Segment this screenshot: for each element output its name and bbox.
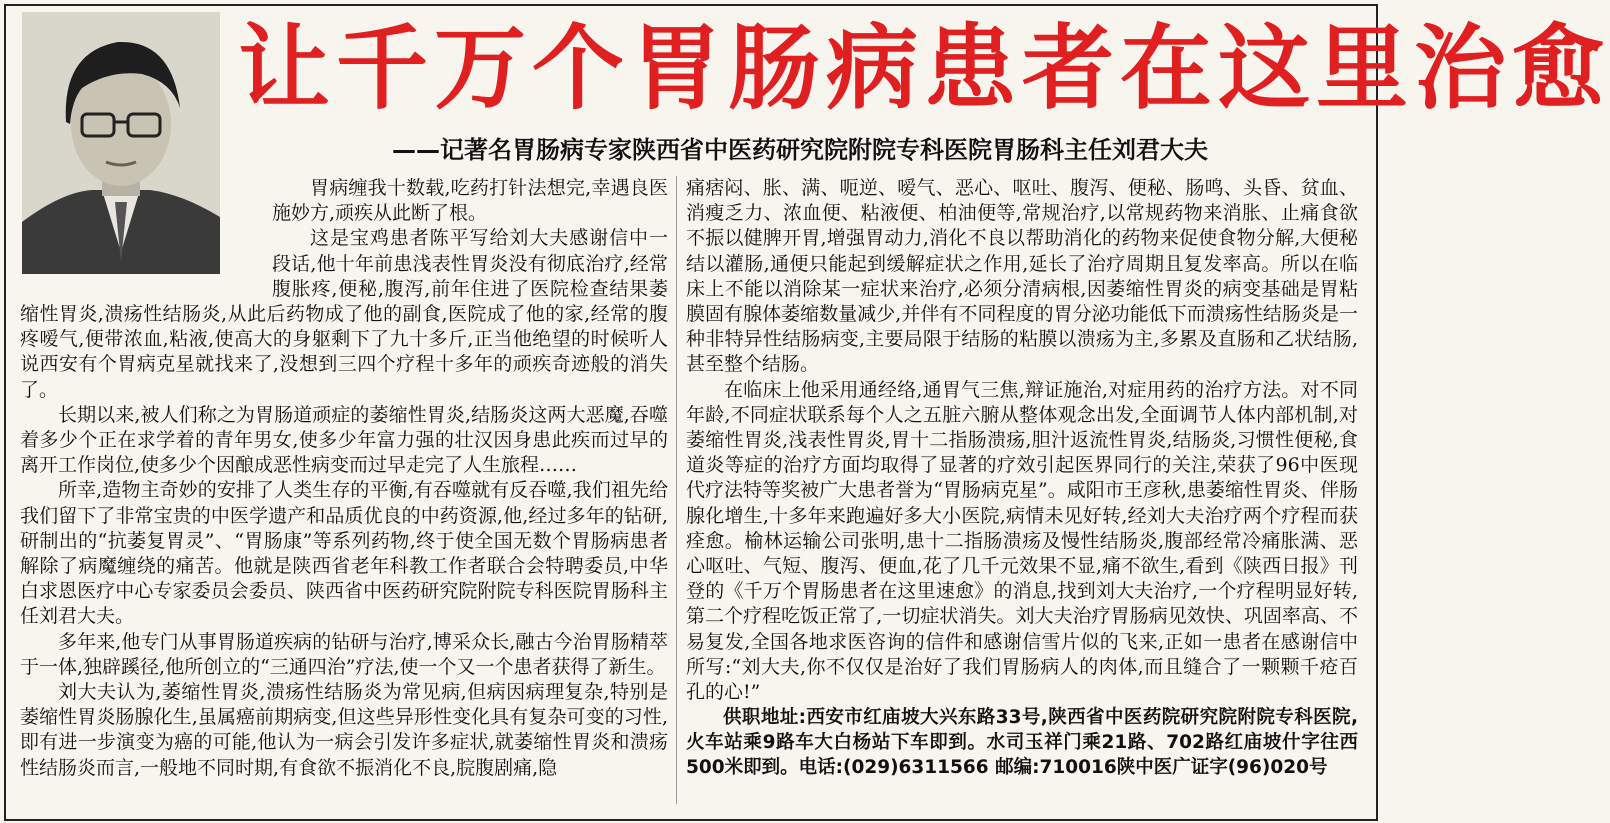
article-paragraph: 所幸,造物主奇妙的安排了人类生存的平衡,有吞噬就有反吞噬,我们祖先给我们留下了非常宝贵的中医学遗产和品质优良的中药资源,他,经过多年的钻研,研制出的“抗萎复胃灵”、“胃肠康”等系列药物,终于使全国无数个胃肠病患者解除了病魔缠绕的痛苦。他就是陕西省老年科教工作者联合会特聘委员,中华白求恩医疗中心专家委员会委员、陕西省中医药研究院附院专科医院胃肠科主任刘君大夫。: [20, 479, 668, 628]
article-paragraph: 这是宝鸡患者陈平写给刘大夫感谢信中一段话,他十年前患浅表性胃炎没有彻底治疗,经常腹胀疼,便秘,腹泻,前年住进了医院检查结果萎缩性胃炎,溃疡性结肠炎,从此后药物成了他的副食,医院成了他的家,经常的腹疼嗳气,便带浓血,粘液,使高大的身躯剩下了九十多斤,正当他绝望的时候听人说西安有个胃病克星就找来了,没想到三四个疗程十多年的顽疾奇迹般的消失了。: [20, 227, 668, 401]
article-right-column: [686, 176, 1358, 780]
article-paragraph: 胃病缠我十数载,吃药打针法想完,幸遇良医施妙方,顽疾从此断了根。: [272, 177, 668, 225]
article-paragraph: 刘大夫认为,萎缩性胃炎,溃疡性结肠炎为常见病,但病因病理复杂,特别是萎缩性胃炎肠腺化生,虽属癌前期病变,但这些异形性变化具有复杂可变的习性,即有进一步演变为癌的可能,他认为一病会引发许多症状,就萎缩性胃炎和溃疡性结肠炎而言,一般地不同时期,有食欲不振消化不良,脘腹剧痛,隐: [20, 681, 668, 779]
subheadline: ——记著名胃肠病专家陕西省中医药研究院附院专科医院胃肠科主任刘君大夫: [392, 136, 1208, 164]
column-divider: [676, 176, 677, 804]
article-paragraph: 痛痞闷、胀、满、呃逆、嗳气、恶心、呕吐、腹泻、便秘、肠鸣、头昏、贫血、消瘦乏力、浓血便、粘液便、柏油便等,常规治疗,以常规药物来消胀、止痛食欲不振以健脾开胃,增强胃动力,消化不良以帮助消化的药物来促使食物分解,大便秘结以灌肠,通便只能起到缓解症状之作用,延长了治疗周期且复发率高。所以在临床上不能以消除某一症状来治疗,必须分清病根,因萎缩性胃炎的病变基础是胃粘膜固有腺体萎缩数量减少,并伴有不同程度的胃分泌功能低下而溃疡性结肠炎是一种非特异性结肠病变,主要局限于结肠的粘膜以溃疡为主,多累及直肠和乙状结肠,甚至整个结肠。: [686, 177, 1358, 376]
article-left-column: [20, 176, 668, 781]
article-paragraph: 多年来,他专门从事胃肠道疾病的钻研与治疗,博采众长,融古今治胃肠精萃于一体,独辟蹊径,他所创立的“三通四治”疗法,使一个又一个患者获得了新生。: [20, 630, 668, 678]
article-paragraph: 在临床上他采用通经络,通胃气三焦,辩证施治,对症用药的治疗方法。对不同年龄,不同症状联系每个人之五脏六腑从整体观念出发,全面调节人体内部机制,对萎缩性胃炎,浅表性胃炎,胃十二指肠溃疡,胆汁返流性胃炎,结肠炎,习惯性便秘,食道炎等症的治疗方面均取得了显著的疗效引起医界同行的关注,荣获了96中医现代疗法特等奖被广大患者誉为“胃肠病克星”。咸阳市王彦秋,患萎缩性胃炎、伴肠腺化增生,十多年来跑遍好多大小医院,病情未见好转,经刘大夫治疗两个疗程而获痊愈。榆林运输公司张明,患十二指肠溃疡及慢性结肠炎,腹部经常冷痛胀满、恶心呕吐、气短、腹泻、便血,花了几千元效果不显,痛不欲生,看到《陕西日报》刊登的《千万个胃肠患者在这里速愈》的消息,找到刘大夫治疗,一个疗程明显好转,第二个疗程吃饭正常了,一切症状消失。刘大夫治疗胃肠病见效快、巩固率高、不易复发,全国各地求医咨询的信件和感谢信雪片似的飞来,正如一患者在感谢信中所写:“刘大夫,你不仅仅是治好了我们胃肠病人的肉体,而且缝合了一颗颗千疮百孔的心!”: [686, 378, 1358, 704]
photo-wrap-space: [20, 176, 272, 279]
article-paragraph: 长期以来,被人们称之为胃肠道顽症的萎缩性胃炎,结肠炎这两大恶魔,吞噬着多少个正在求学着的青年男女,使多少年富力强的壮汉因身患此疾而过早的离开工作岗位,使多少个因酿成恶性病变而过早走完了人生旅程……: [20, 403, 668, 477]
contact-info: 供职地址:西安市红庙坡大兴东路33号,陕西省中医药院研究院附院专科医院,火车站乘9路车大白杨站下车即到。水司玉祥门乘21路、702路红庙坡什字往西500米即到。电话:(029)6311566 邮编:710016陕中医广证字(96)020号: [686, 707, 1358, 779]
headline: 让千万个胃肠病患者在这里治愈: [238, 15, 1610, 122]
